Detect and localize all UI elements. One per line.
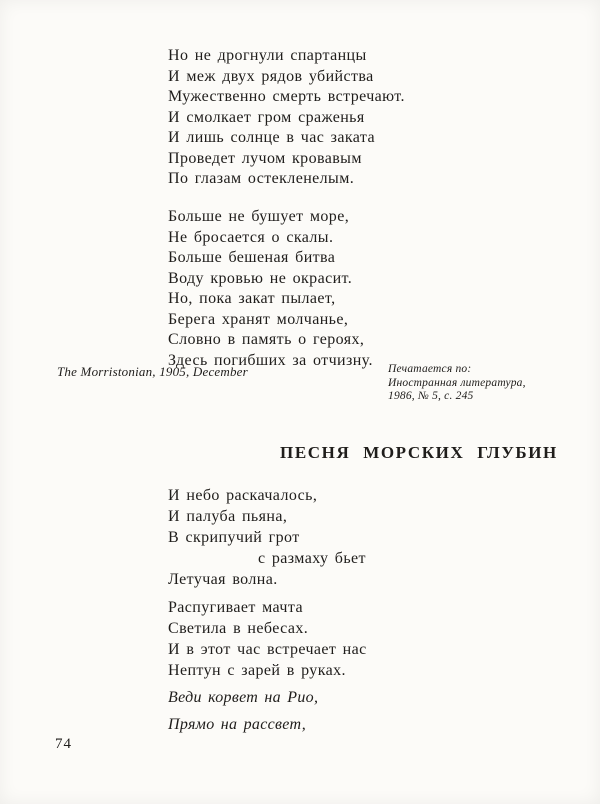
poem2-stanza1 (168, 485, 366, 590)
page-number: 74 (55, 736, 72, 752)
poem-line: И смолкает гром сраженья (168, 108, 365, 126)
poem-line: Мужественно смерть встречают. (168, 88, 405, 105)
poem-line: В скрипучий грот (168, 529, 300, 546)
poem2-stanza3-italic (168, 684, 318, 738)
poem-line: И в этот час встречает нас (168, 641, 367, 658)
source-citation-right (388, 363, 526, 404)
poem-line: Здесь погибших за отчизну. (168, 351, 373, 369)
poem-line-indented: с размаху бьет (258, 550, 366, 567)
poem-line: Нептун с зарей в руках. (168, 662, 346, 679)
poem-line: Проведет лучом кровавым (168, 149, 362, 167)
poem-line: И палуба пьяна, (168, 508, 288, 525)
poem-title: ПЕСНЯ МОРСКИХ ГЛУБИН (280, 443, 558, 462)
poem-line: Больше не бушует море, (168, 208, 350, 225)
poem-line: Но, пока закат пылает, (168, 290, 336, 307)
poem-line: Распугивает мачта (168, 599, 303, 616)
source-line: 1986, № 5, с. 245 (388, 390, 474, 402)
poem-line: И меж двух рядов убийства (168, 67, 374, 85)
source-line: Печатается по: (388, 363, 472, 375)
source-line: Иностранная литература, (388, 376, 526, 389)
poem-line: Берега хранят молчанье, (168, 310, 349, 328)
poem-line: Летучая волна. (168, 571, 278, 588)
poem1-stanza1 (168, 46, 405, 190)
poem-line: Больше бешеная битва (168, 249, 336, 266)
poem2-stanza2 (168, 597, 367, 681)
poem-line: И небо раскачалось, (168, 487, 318, 504)
poem-line: Не бросается о скалы. (168, 228, 334, 246)
poem-line: Воду кровью не окрасит. (168, 269, 353, 287)
poem1-stanza2 (168, 207, 373, 371)
poem-line: По глазам остекленелым. (168, 170, 355, 187)
poem-line: Словно в память о героях, (168, 331, 365, 348)
source-citation-left: The Morristonian, 1905, December (57, 364, 248, 379)
poem-line: Но не дрогнули спартанцы (168, 47, 367, 64)
poem-line: Веди корвет на Рио, (168, 689, 319, 706)
poem-line: Светила в небесах. (168, 620, 309, 637)
poem-line: Прямо на рассвет, (168, 716, 307, 733)
poem-line: И лишь солнце в час заката (168, 129, 375, 146)
